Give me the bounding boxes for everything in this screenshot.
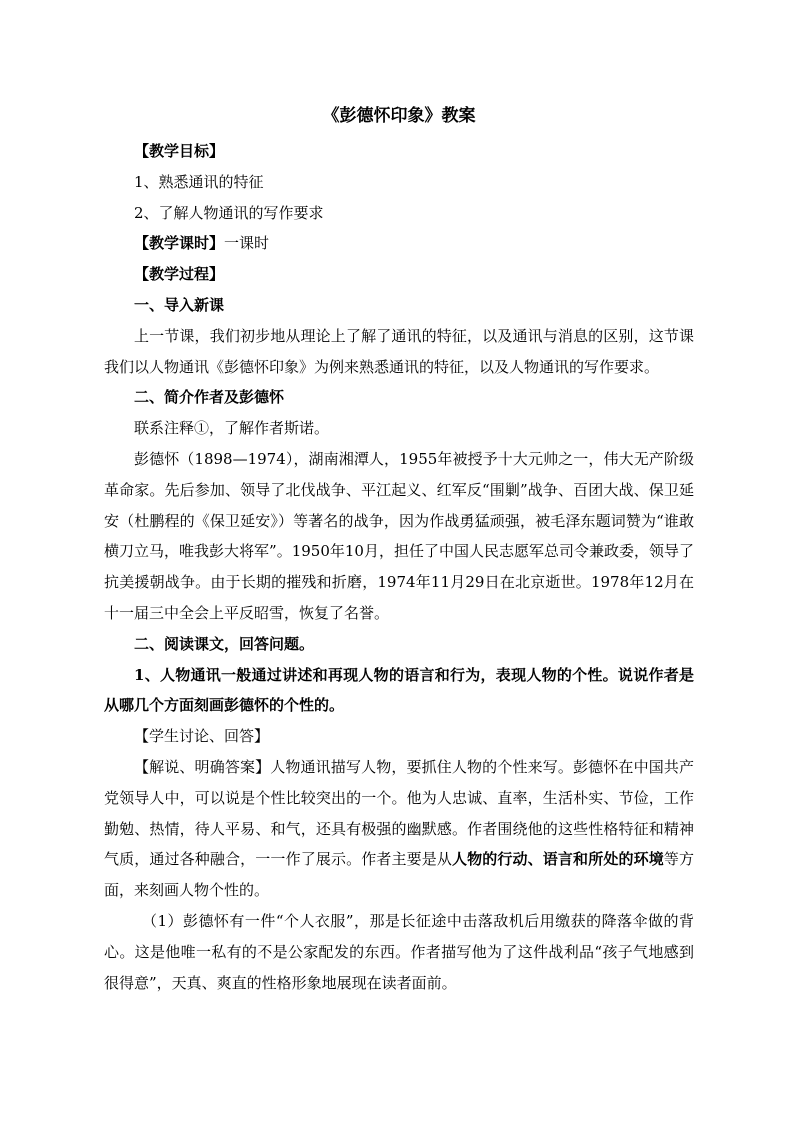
author-bio-paragraph: 彭德怀（1898—1974），湖南湘潭人，1955年被授予十大元帅之一，伟大无产阶级革命家。先后参加、领导了北伐战争、平江起义、红军反“围剿”战争、百团大战、保卫延安（杜鹏程的《保卫延安》）等著名的战争，因为作战勇猛顽强，被毛泽东题词赞为“谁敢横刀立马，唯我彭大将军”。1950年10月，担任了中国人民志愿军总司令兼政委，领导了抗美援朝战争。由于长期的摧残和折磨，1974年11月29日在北京逝世。1978年12月在十一届三中全会上平反昭雪，恢复了名誉。	[104, 449, 694, 622]
section-1-heading: 一、导入新课	[134, 295, 225, 314]
period-heading-text: 【教学课时】	[134, 234, 225, 253]
teaching-process-heading	[104, 259, 694, 290]
section-2-heading: 二、简介作者及彭德怀	[134, 388, 285, 407]
process-heading-text: 【教学过程】	[134, 265, 225, 284]
answer-text-b: 等方面，来刻画人物个性的。	[104, 850, 694, 900]
teaching-period-line	[104, 228, 694, 259]
teaching-goal-heading	[104, 136, 694, 167]
discuss-label: 【学生讨论、回答】	[134, 727, 270, 746]
answer-label: 【解说、明确答案】	[134, 757, 271, 776]
answer-paragraph	[104, 752, 694, 906]
question-1: 1、人物通讯一般通过讲述和再现人物的语言和行为，表现人物的个性。说说作者是从哪几个方面刻画彭德怀的个性的。	[104, 665, 694, 715]
document-title: 《彭德怀印象》教案	[322, 106, 476, 126]
answer-text-bold: 人物的行动、语言和所处的环境	[452, 850, 664, 869]
goal-item-2: 2、了解人物通讯的写作要求	[134, 203, 324, 222]
document-page	[104, 100, 694, 998]
point-1-paragraph: （1）彭德怀有一件“个人衣服”，那是长征途中击落敌机后用缴获的降落伞做的背心。这是他唯一私有的不是公家配发的东西。作者描写他为了这件战利品“孩子气地感到很得意”，天真、爽直的性格形象地展现在读者面前。	[104, 911, 694, 992]
goal-heading-text: 【教学目标】	[134, 142, 225, 160]
goal-item-1: 1、熟悉通讯的特征	[134, 172, 264, 191]
section-1-paragraph: 上一节课，我们初步地从理论上了解了通讯的特征，以及通讯与消息的区别，这节课我们以人物通讯《彭德怀印象》为例来熟悉通讯的特征，以及人物通讯的写作要求。	[104, 326, 694, 376]
section-3-heading: 二、阅读课文，回答问题。	[134, 634, 315, 653]
answer-text-a: 人物通讯描写人物，要抓住人物的个性来写。彭德怀在中国共产党领导人中，可以说是个性比较突出的一个。他为人忠诚、直率，生活朴实、节俭，工作勤勉、热情，待人平易、和气，还具有极强的幽默感。作者围绕他的这些性格特征和精神气质，通过各种融合，一一作了展示。作者主要是从	[104, 757, 694, 869]
section-2-note-line: 联系注释①，了解作者斯诺。	[134, 419, 330, 438]
period-value: 一课时	[224, 234, 270, 253]
